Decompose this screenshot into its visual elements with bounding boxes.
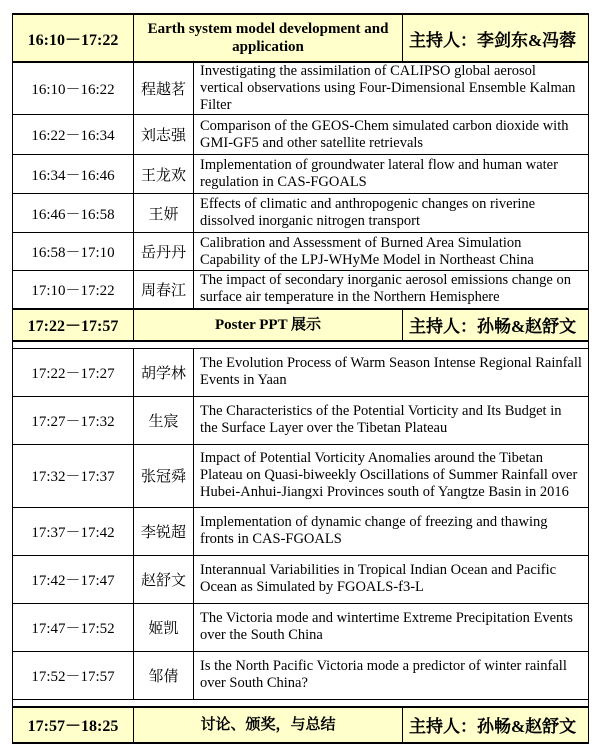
- spacer-row: [13, 341, 589, 349]
- talk-row: [13, 271, 589, 309]
- talk-speaker: 王龙欢: [134, 155, 194, 194]
- session-title: Poster PPT 展示: [134, 309, 403, 341]
- talk-title: Implementation of groundwater lateral flow and human water regulation in CAS-FGOALS: [194, 155, 589, 194]
- talk-speaker: 胡学林: [134, 348, 194, 396]
- talk-title: Implementation of dynamic change of freezing and thawing fronts in CAS-FGOALS: [194, 507, 589, 555]
- talk-speaker: 岳丹丹: [134, 233, 194, 271]
- talk-title: The Victoria mode and wintertime Extreme Precipitation Events over the South China: [194, 603, 589, 651]
- talk-row: [13, 603, 589, 651]
- talk-row: [13, 507, 589, 555]
- talk-time: 17:10－17:22: [13, 271, 134, 309]
- talk-time: 17:22－17:27: [13, 348, 134, 396]
- talk-title: The Characteristics of the Potential Vorticity and Its Budget in the Surface Layer over the Tibetan Plateau: [194, 396, 589, 444]
- talk-time: 17:32－17:37: [13, 444, 134, 507]
- session-time: 17:57－18:25: [13, 707, 134, 743]
- session-header: [13, 707, 589, 743]
- talk-time: 17:37－17:42: [13, 507, 134, 555]
- session-time: 17:22－17:57: [13, 309, 134, 341]
- talk-title: The impact of secondary inorganic aerosol emissions change on surface air temperature in the Northern Hemisphere: [194, 271, 589, 309]
- talk-row: [13, 348, 589, 396]
- talk-row: [13, 444, 589, 507]
- spacer-cell: [13, 699, 589, 707]
- talk-speaker: 程越茗: [134, 62, 194, 115]
- spacer-row: [13, 699, 589, 707]
- session-host: 主持人：孙畅&赵舒文: [403, 707, 589, 743]
- talk-speaker: 李锐超: [134, 507, 194, 555]
- schedule-table: [12, 13, 589, 744]
- session-title: Earth system model development and application: [134, 14, 403, 62]
- talk-title: Impact of Potential Vorticity Anomalies around the Tibetan Plateau on Quasi-biweekly Oscillations of Summer Rainfall over Hubei-Anhui-Jiangxi Provinces south of Yangtze Basin in 2016: [194, 444, 589, 507]
- talk-title: Is the North Pacific Victoria mode a predictor of winter rainfall over South China?: [194, 651, 589, 699]
- talk-speaker: 姬凯: [134, 603, 194, 651]
- talk-time: 16:46－16:58: [13, 194, 134, 233]
- talk-title: Effects of climatic and anthropogenic changes on riverine dissolved inorganic nitrogen transport: [194, 194, 589, 233]
- session-host: 主持人：孙畅&赵舒文: [403, 309, 589, 341]
- talk-row: [13, 555, 589, 603]
- talk-time: 17:47－17:52: [13, 603, 134, 651]
- session-host: 主持人：李剑东&冯蓉: [403, 14, 589, 62]
- talk-row: [13, 233, 589, 271]
- talk-title: Comparison of the GEOS-Chem simulated carbon dioxide with GMI-GF5 and other satellite retrievals: [194, 115, 589, 155]
- session-title: 讨论、颁奖，与总结: [134, 707, 403, 743]
- talk-title: Interannual Variabilities in Tropical Indian Ocean and Pacific Ocean as Simulated by FGOALS-f3-L: [194, 555, 589, 603]
- talk-row: [13, 194, 589, 233]
- talk-time: 16:58－17:10: [13, 233, 134, 271]
- spacer-cell: [13, 341, 589, 349]
- talk-time: 16:10－16:22: [13, 62, 134, 115]
- talk-speaker: 邹倩: [134, 651, 194, 699]
- talk-title: Investigating the assimilation of CALIPSO global aerosol vertical observations using Four-Dimensional Ensemble Kalman Filter: [194, 62, 589, 115]
- talk-row: [13, 62, 589, 115]
- talk-speaker: 张冠舜: [134, 444, 194, 507]
- talk-speaker: 周春江: [134, 271, 194, 309]
- talk-time: 17:52－17:57: [13, 651, 134, 699]
- talk-title: Calibration and Assessment of Burned Area Simulation Capability of the LPJ-WHyMe Model in Northeast China: [194, 233, 589, 271]
- talk-title: The Evolution Process of Warm Season Intense Regional Rainfall Events in Yaan: [194, 348, 589, 396]
- session-header: [13, 309, 589, 341]
- talk-row: [13, 396, 589, 444]
- talk-time: 17:42－17:47: [13, 555, 134, 603]
- talk-speaker: 王妍: [134, 194, 194, 233]
- talk-speaker: 生宸: [134, 396, 194, 444]
- talk-row: [13, 115, 589, 155]
- talk-row: [13, 651, 589, 699]
- talk-speaker: 刘志强: [134, 115, 194, 155]
- talk-speaker: 赵舒文: [134, 555, 194, 603]
- talk-time: 16:34－16:46: [13, 155, 134, 194]
- session-time: 16:10－17:22: [13, 14, 134, 62]
- talk-row: [13, 155, 589, 194]
- talk-time: 16:22－16:34: [13, 115, 134, 155]
- talk-time: 17:27－17:32: [13, 396, 134, 444]
- session-header: [13, 14, 589, 62]
